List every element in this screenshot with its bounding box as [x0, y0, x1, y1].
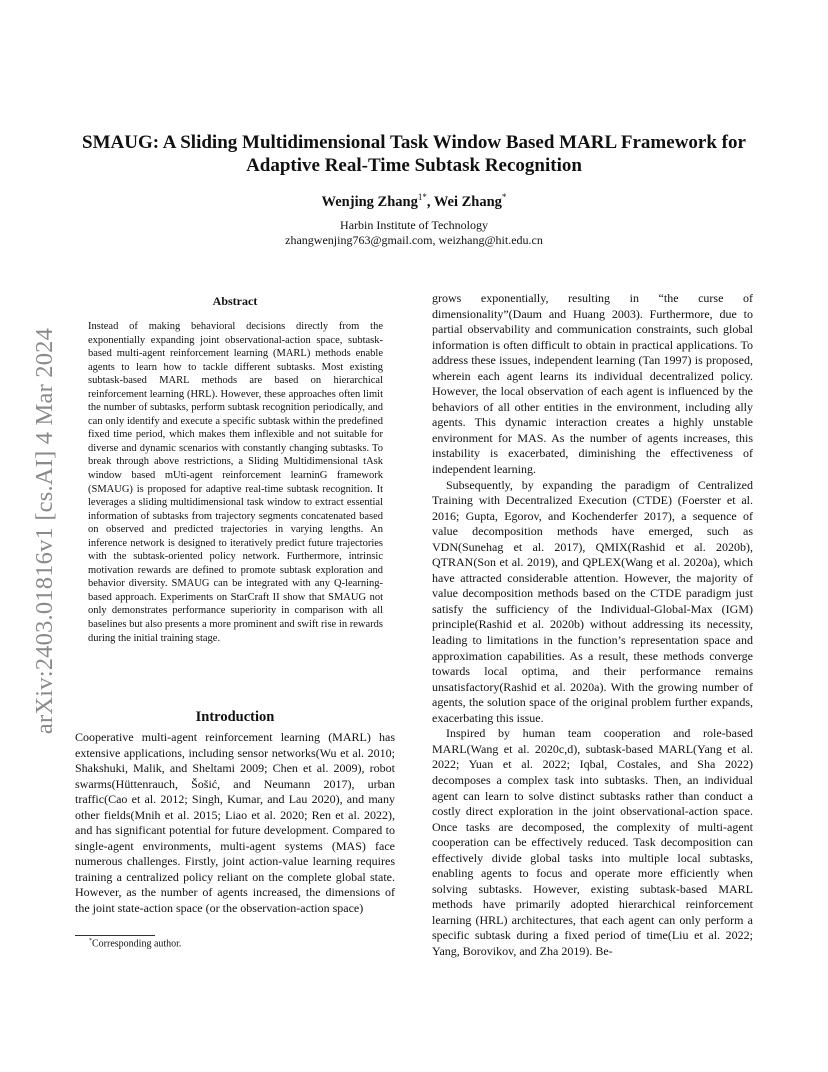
author-1-marks: 1* — [417, 192, 427, 202]
affiliation-block — [0, 218, 828, 248]
right-paragraph-3: Inspired by human team cooperation and role-based MARL(Wang et al. 2020c,d), subtask-based MARL(Yang et al. 2022; Yuan et al. 2022; Iqbal, Costales, and Sha 2022) decomposes a complex task into subtasks. Then, an individual agent can learn to solve distinct subtasks rather than conduct a costly direct exploration in the joint observational-action space. Once tasks are decomposed, the complexity of multi-agent cooperation can be effectively reduced. Task decomposition can effectively divide global tasks into multiple local subtasks, enabling agents to focus and operate more efficiently when solving subtasks. However, existing subtask-based MARL methods have primarily adopted hierarchical reinforcement learning (HRL) architectures, that each agent can only perform a specific subtask during a fixed period of time(Liu et al. 2022; Yang, Borovikov, and Zha 2019). Be- — [432, 726, 753, 958]
abstract-text: Instead of making behavioral decisions directly from the exponentially expanding joint observational-action space, subtask-based multi-agent reinforcement learning (MARL) methods enable agents to learn how to tackle different subtasks. Most existing subtask-based MARL methods are based on hierarchical reinforcement learning (HRL). However, these approaches often limit the number of subtasks, perform subtask recognition periodically, and can only identify and execute a specific subtask within the predefined fixed time period, which makes them inflexible and not suitable for diverse and dynamic scenarios with constantly changing subtasks. To break through above restrictions, a Sliding Multidimensional tAsk window based mUti-agent reinforcement learninG framework (SMAUG) is proposed for adaptive real-time subtask recognition. It leverages a sliding multidimensional task window to extract essential information of subtasks from trajectory segments concatenated based on observed and predicted trajectories in varying lengths. An inference network is designed to iteratively predict future trajectories with the subtask-oriented policy network. Furthermore, intrinsic motivation rewards are defined to promote subtask exploration and behavior diversity. SMAUG can be integrated with any Q-learning-based approach. Experiments on StarCraft II show that SMAUG not only demonstrates performance superiority in comparison with all baselines but also presents a more prominent and swift rise in rewards during the initial training stage. — [88, 321, 383, 644]
right-column-body — [432, 291, 753, 960]
right-paragraph-2: Subsequently, by expanding the paradigm of Centralized Training with Decentralized Execution (CTDE) (Foerster et al. 2016; Gupta, Egorov, and Kochenderfer 2017), a sequence of value decomposition methods have emerged, such as VDN(Sunehag et al. 2017), QMIX(Rashid et al. 2020b), QTRAN(Son et al. 2019), and QPLEX(Wang et al. 2020a), which have attracted considerable attention. However, the majority of value decomposition methods based on the CTDE paradigm just satisfy the sufficiency of the Individual-Global-Max (IGM) principle(Rashid et al. 2020b) without addressing its necessity, leading to limitations in the function’s representation space and approximation capabilities. As a result, these methods converge towards local optima, and their performance remains unsatisfactory(Rashid et al. 2020a). With the growing number of agents, the solution space of the original problem further expands, exacerbating this issue. — [432, 477, 753, 725]
footnote-text: Corresponding author. — [92, 938, 182, 950]
footnote-mark: * — [89, 938, 92, 944]
author-2: Wei Zhang — [433, 193, 502, 210]
author-2-marks: * — [501, 192, 507, 202]
author-separator: , — [426, 193, 434, 210]
footnote — [89, 938, 181, 949]
introduction-body — [75, 730, 395, 917]
introduction-heading: Introduction — [195, 709, 275, 725]
author-emails: zhangwenjing763@gmail.com, weizhang@hit.edu.cn — [285, 233, 543, 247]
author-1: Wenjing Zhang — [321, 193, 418, 210]
abstract-heading: Abstract — [212, 294, 258, 308]
footnote-rule — [75, 935, 155, 936]
author-line — [0, 192, 828, 211]
arxiv-identifier: arXiv:2403.01816v1 [cs.AI] 4 Mar 2024 — [31, 327, 58, 735]
abstract-body — [88, 320, 383, 645]
paper-title: SMAUG: A Sliding Multidimensional Task Window Based MARL Framework for Adaptive Real-Time Subtask Recognition — [82, 132, 746, 176]
arxiv-sidebar — [17, 296, 73, 766]
right-paragraph-1: grows exponentially, resulting in “the curse of dimensionality”(Daum and Huang 2003). Furthermore, due to partial observability and communication constraints, such global information is often difficult to obtain in practical applications. To address these issues, independent learning (Tan 1997) is proposed, wherein each agent learns its individual decentralized policy. However, the local observation of each agent is influenced by the behaviors of all other entities in the environment, including ally agents. This dynamic interaction creates a highly unstable environment for MAS. As the number of agents increases, this instability is exacerbated, diminishing the effectiveness of independent learning. — [432, 291, 753, 477]
intro-paragraph-1: Cooperative multi-agent reinforcement learning (MARL) has extensive applications, including sensor networks(Wu et al. 2010; Shakshuki, Malik, and Sheltami 2009; Chen et al. 2009), robot swarms(Hüttenrauch, Šošić, and Neumann 2017), urban traffic(Cao et al. 2012; Singh, Kumar, and Lau 2020), and many other fields(Mnih et al. 2015; Liao et al. 2020; Ren et al. 2022), and has significant potential for future development. Compared to single-agent environments, multi-agent systems (MAS) face numerous challenges. Firstly, joint action-value learning requires training a centralized policy reliant on the complete global state. However, as the number of agents increased, the dimensions of the joint state-action space (or the observation-action space) — [75, 730, 395, 916]
affiliation: Harbin Institute of Technology — [340, 218, 488, 232]
